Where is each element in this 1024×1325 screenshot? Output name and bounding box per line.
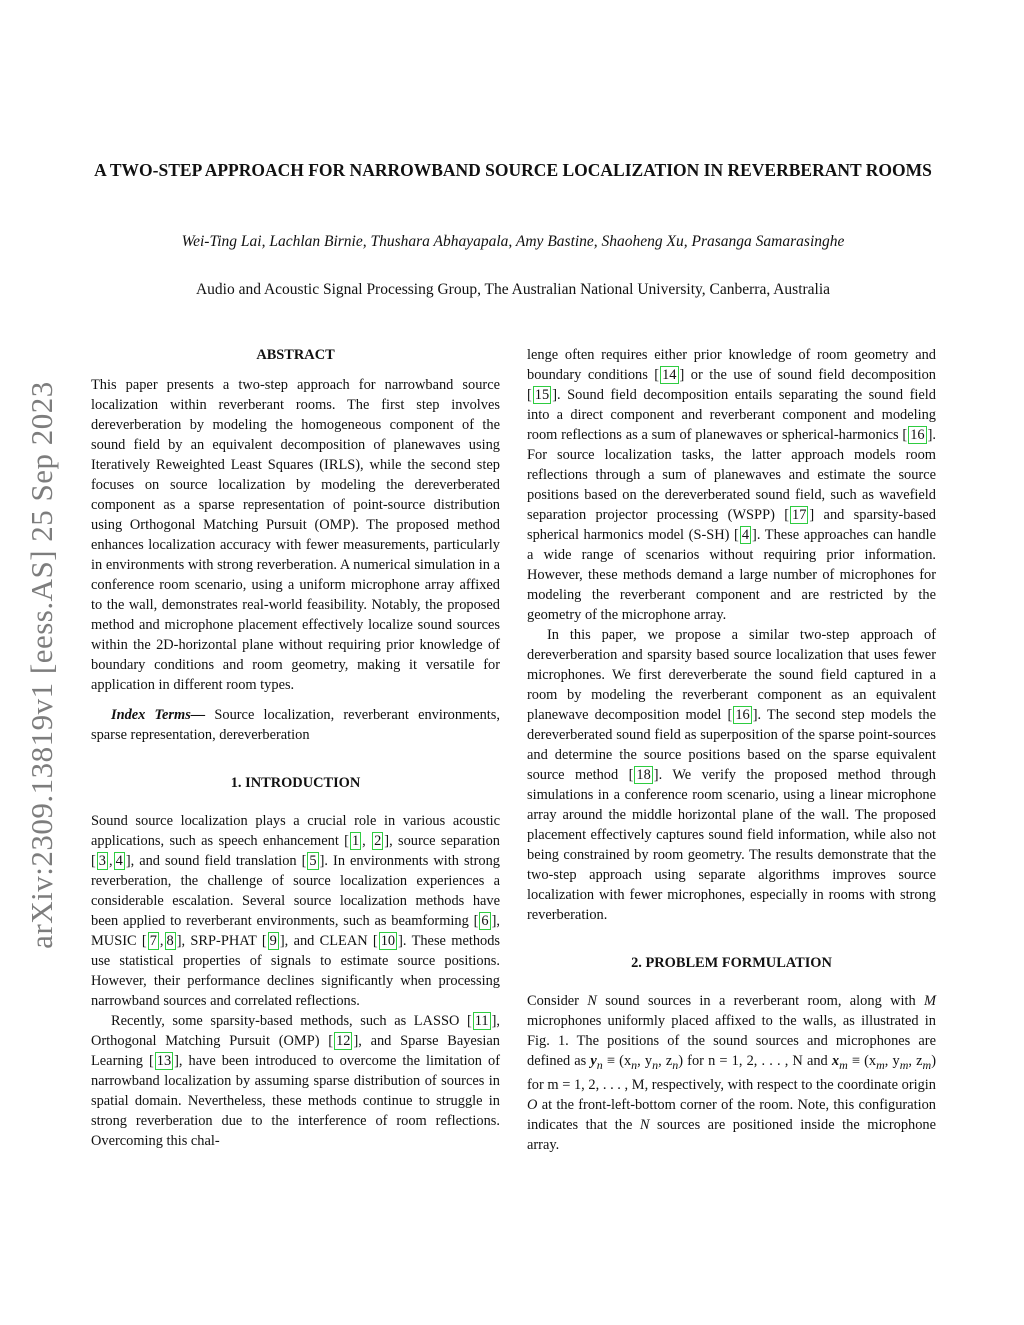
intro-paragraph-3: In this paper, we propose a similar two-step approach of dereverberation and sparsity based source localization that uses fewer microphones. We first dereverberate the sound field captured in a room by modeling the reverberant component as an equivalent planewave decomposition model [ 16 ]. The second step models the dereverberated sound field as superposition of the sparse point-sources and determine the source positions based on the sparse equivalent source method [ 18 ]. We verify the proposed method through simulations in a conference room scenario, using a linear microphone array around the middle horizontal plane of the wall. The proposed placement effectively captures sound field information, while also not being constrained by room geometry. The results demonstrate that the two-step approach using separate algorithms improves source localization with fewer microphones, especially in rooms with strong reverberation.	[527, 627, 936, 923]
citation-link[interactable]: 14	[662, 367, 677, 383]
citation-link[interactable]: 11	[474, 1013, 489, 1029]
intro-p2-left-part: ], have been introduced to overcome the limitation of narrowband localization by assuming sparse distribution of sources in spatial domain. Nevertheless, these methods continue to struggle in strong reverberation due to the interference of room reflections. Overcoming this chal-	[91, 1053, 500, 1149]
right-column	[527, 345, 936, 1155]
citation-link[interactable]: 9	[269, 933, 277, 949]
intro-paragraph-2: Recently, some sparsity-based methods, such as LASSO [ 11 ], Orthogonal Matching Pursuit (OMP) [ 12 ], and Sparse Bayesian Learning [ 13 ], have been introduced to overcome the limitation of narrowband localization by assuming sparse distribution of sources in spatial domain. Nevertheless, these methods continue to struggle in strong reverberation due to the interference of room reflections. Overcoming this chal-	[91, 1013, 500, 1149]
index-terms	[91, 705, 500, 745]
citation-link[interactable]: 2	[374, 833, 382, 849]
problem-paragraph-1: Consider N sound sources in a reverberant room, along with M microphones uniformly placed affixed to the walls, as illustrated in Fig. 1. The positions of the sound sources and microphones are defined as $y_n \equiv (x_n$, $y_n$, $z_n$) for n = 1, 2, . . . , N and $x_m \equiv (x_m$, $y_m$, $z_m$) for m = 1, 2, . . . , M, respectively, with respect to the coordinate origin O at the front-left-bottom corner of the room. Note, this configuration indicates that the N sources are positioned inside the microphone array.	[527, 993, 936, 1153]
author-list: Wei-Ting Lai, Lachlan Birnie, Thushara Abhayapala, Amy Bastine, Shaoheng Xu, Prasanga Samarasinghe	[181, 233, 845, 250]
index-terms-label: Index Terms—	[111, 707, 206, 723]
citation-link[interactable]: 6	[481, 913, 489, 929]
citation-link[interactable]: 5	[309, 853, 317, 869]
citation-link[interactable]: 17	[792, 507, 807, 523]
problem-formulation-heading: 2. PROBLEM FORMULATION	[631, 955, 832, 971]
citation-link[interactable]: 3	[98, 853, 106, 869]
paper-title: A TWO-STEP APPROACH FOR NARROWBAND SOURCE LOCALIZATION IN REVERBERANT ROOMS	[94, 160, 932, 180]
arxiv-identifier: arXiv:2309.13819v1 [eess.AS] 25 Sep 2023	[24, 381, 59, 949]
citation-link[interactable]: 12	[336, 1033, 351, 1049]
citation-link[interactable]: 10	[380, 933, 396, 949]
citation-link[interactable]: 8	[166, 933, 174, 949]
citation-link[interactable]: 1	[351, 833, 360, 849]
arxiv-sidebar	[12, 345, 72, 985]
introduction-heading: 1. INTRODUCTION	[230, 775, 361, 791]
abstract-text: This paper presents a two-step approach for narrowband source localization within reverberant rooms. The first step involves dereverberation by modeling the homogeneous component of the sound field by an equivalent decomposition of planewaves using Iteratively Reweighted Least Squares (IRLS), while the second step focuses on source localization by modeling the dereverberated component as a sparse representation of point-source distribution using Orthogonal Matching Pursuit (OMP). The proposed method enhances localization accuracy with fewer measurements, particularly in environments with strong reverberation. A numerical simulation in a conference room scenario, using a uniform microphone array affixed to the wall, demonstrates real-world feasibility. Notably, the proposed method and microphone placement effectively localize sound sources within the 2D-horizontal plane without requiring prior knowledge of boundary conditions and room geometry, making it versatile for application in different room types.	[91, 377, 500, 693]
citation-link[interactable]: 15	[534, 387, 550, 403]
affiliation: Audio and Acoustic Signal Processing Group, The Australian National University, Canberra, Australia	[195, 281, 831, 298]
citation-link[interactable]: 18	[636, 767, 651, 783]
citation-link[interactable]: 16	[910, 427, 925, 443]
citation-link[interactable]: 4	[115, 853, 123, 869]
abstract-heading: ABSTRACT	[256, 347, 335, 363]
intro-paragraph-2-continued: lenge often requires either prior knowledge of room geometry and boundary conditions [ 14 ] or the use of sound field decomposition [ 15 ]. Sound field decomposition entails separating the sound field into a direct component and reverberant component and modeling room reflections as a sum of planewaves or spherical-harmonics [ 16 ]. For source localization tasks, the latter approach models room reflections through a sum of planewaves and estimate the source positions based on the dereverberated sound field, such as wavefield separation projector processing (WSPP) [ 17 ] and sparsity-based spherical harmonics model (S-SH) [ 4 ]. These approaches can handle a wide range of scenarios without requiring prior information. However, these methods demand a large number of microphones for modeling the reverberant component and are restricted by the geometry of the microphone array.	[527, 347, 937, 623]
index-terms-text: Source localization, reverberant environments, sparse representation, dereverberation	[91, 707, 500, 743]
citation-link[interactable]: 16	[735, 707, 750, 723]
intro-paragraph-1: Sound source localization plays a crucial role in various acoustic applications, such as speech enhancement [ 1 , 2 ], source separation [ 3 , 4 ], and sound field translation [ 5 ]. In environments with strong reverberation, the challenge of source localization experiences a considerable escalation. Several source localization methods have been applied to reverberant environments, such as beamforming [ 6 ], MUSIC [ 7 , 8 ], SRP-PHAT [ 9 ], and CLEAN [ 10 ]. These methods use statistical properties of signals to estimate source positions. However, their performance declines significantly when processing narrowband sources and correlated reflections.	[91, 813, 501, 1009]
citation-link[interactable]: 4	[741, 527, 750, 543]
citation-link[interactable]: 7	[149, 933, 157, 949]
left-column	[91, 345, 500, 1151]
citation-link[interactable]: 13	[156, 1053, 172, 1069]
